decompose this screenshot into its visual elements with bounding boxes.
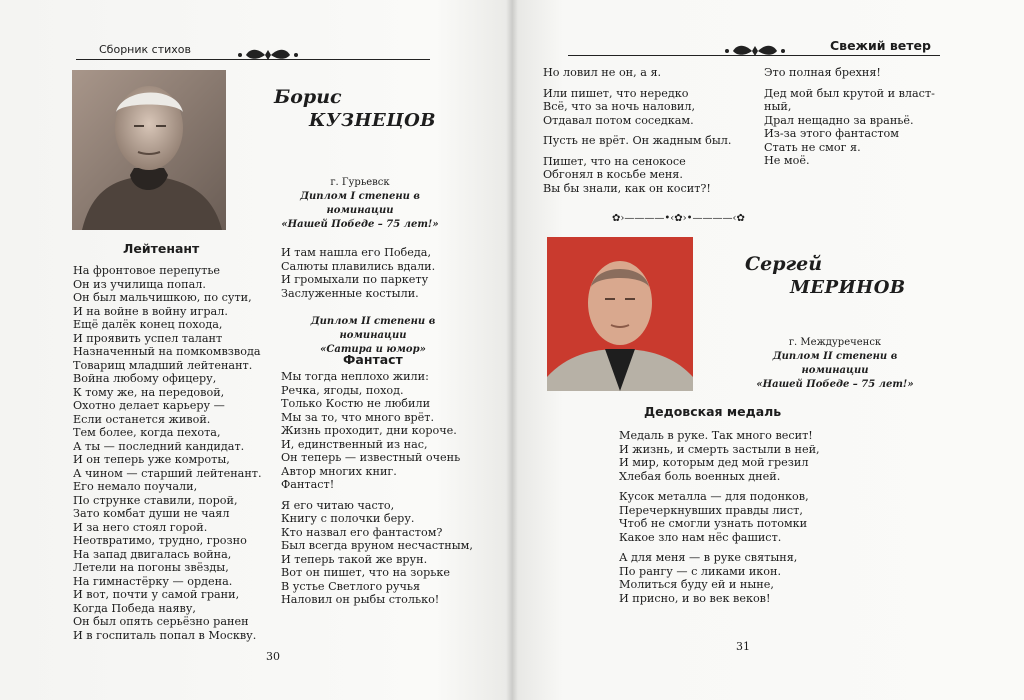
right-page — [512, 0, 1024, 700]
poem-line: Автор многих книг. — [281, 464, 397, 478]
poem-line: Он был опять серьёзно ранен — [73, 615, 249, 628]
poem-line: А для меня — в руке святыня, — [619, 551, 798, 564]
section-divider: ✿›————•‹✿›•————‹✿ — [612, 213, 745, 224]
poem-line: По струнке ставили, порой, — [73, 493, 238, 507]
poem-line: И, единственный из нас, — [281, 437, 428, 451]
award-line: Диплом II степени в номинации — [772, 351, 898, 376]
poem-line: Летели на погоны звёзды, — [73, 561, 229, 574]
poem-line: Был всегда вруном несчастным, — [281, 539, 473, 552]
poem-line: Он из училища попал. — [73, 277, 206, 291]
poem-line: И вот, почти у самой грани, — [73, 588, 240, 601]
poem-line: И проявить успел талант — [73, 331, 223, 345]
poem-line: Обгонял в косьбе меня. — [543, 168, 683, 181]
poem-line: Из-за этого фантастом — [764, 127, 899, 140]
header-ornament — [723, 43, 787, 59]
poem-text — [543, 66, 731, 195]
poem-title: Дедовская медаль — [644, 404, 782, 419]
poem-line: К тому же, на передовой, — [73, 385, 225, 399]
poem-line: Стать не смог я. — [764, 140, 861, 154]
header-ornament — [236, 47, 300, 63]
poem-line: Салюты плавились вдали. — [281, 259, 436, 273]
poem-line: Зато комбат души не чаял — [73, 507, 230, 520]
award-line: Диплом II степени в номинации — [310, 316, 436, 341]
poem-line: Мы за то, что много врёт. — [281, 410, 435, 424]
poem-line: И за него стоял горой. — [73, 520, 208, 534]
poem-line: Заслуженные костыли. — [281, 286, 419, 300]
poem-line: На запад двигалась война, — [73, 547, 232, 561]
poem-text — [281, 246, 435, 300]
poem-line: Тем более, когда пехота, — [73, 426, 221, 439]
poem-line: Я его читаю часто, — [281, 498, 395, 512]
poem-line: Фантаст! — [281, 478, 335, 491]
poem-title: Лейтенант — [123, 241, 200, 256]
author-photo-merinov — [547, 237, 693, 391]
poem-line: И жизнь, и смерть застыли в ней, — [619, 442, 820, 456]
poem-title: Фантаст — [343, 352, 403, 367]
poem-line: Он теперь — известный очень — [281, 451, 461, 464]
poem-line: По рангу — с ликами икон. — [619, 564, 782, 578]
poem-line: Это полная брехня! — [764, 66, 881, 79]
author-last-name: МЕРИНОВ — [790, 277, 906, 298]
poem-line: И присно, и во век веков! — [619, 591, 771, 605]
poem-line: Но ловил не он, а я. — [543, 66, 662, 79]
poem-line: Отдавал потом соседкам. — [543, 113, 694, 127]
poem-line: Вы бы знали, как он косит?! — [543, 181, 711, 195]
poem-line: В устье Светлого ручья — [281, 579, 421, 593]
poem-line: Или пишет, что нередко — [543, 86, 689, 100]
author-last-name: КУЗНЕЦОВ — [309, 110, 436, 131]
poem-line: Наловил он рыбы столько! — [281, 593, 440, 606]
poem-line: И там нашла его Победа, — [281, 246, 432, 259]
poem-line: На фронтовое перепутье — [73, 264, 221, 277]
poem-line: Чтоб не смогли узнать потомки — [619, 517, 808, 530]
author-city: г. Гурьевск — [330, 177, 390, 188]
poem-line: Кто назвал его фантастом? — [281, 525, 443, 539]
book-gutter — [506, 0, 518, 700]
author-photo-kuznetsov — [72, 70, 226, 230]
author-first-name: Сергей — [745, 253, 823, 275]
poem-line: Жизнь проходит, дни короче. — [281, 424, 457, 437]
poem-line: И мир, которым дед мой грезил — [619, 456, 809, 469]
poem-line: Пусть не врёт. Он жадным был. — [543, 134, 732, 147]
poem-line: Хлебая боль военных дней. — [619, 469, 781, 483]
poem-line: А чином — старший лейтенант. — [73, 466, 262, 480]
poem-line: Речка, ягоды, поход. — [281, 383, 404, 397]
poem-line: Если останется живой. — [73, 412, 211, 426]
award-line: Диплом I степени в номинации — [300, 191, 420, 216]
poem-line: Перечеркнувших правды лист, — [619, 503, 803, 517]
award-line: «Сатира и юмор» — [320, 344, 426, 355]
poem-line: И громыхали по паркету — [281, 273, 429, 286]
poem-line: Когда Победа наяву, — [73, 601, 196, 615]
poem-line: Молиться буду ей и ныне, — [619, 578, 774, 591]
poem-text — [764, 66, 935, 168]
poem-line: И в госпиталь попал в Москву. — [73, 628, 257, 642]
poem-line: Назначенный на помкомвзвода — [73, 345, 261, 358]
running-head: Сборник стихов — [99, 43, 191, 56]
poem-line: Его немало поучали, — [73, 480, 198, 493]
poem-line: Медаль в руке. Так много весит! — [619, 429, 813, 442]
poem-line: Товарищ младший лейтенант. — [73, 358, 253, 372]
poem-text — [619, 429, 820, 605]
page-number: 30 — [266, 650, 280, 663]
poem-line: И на войне в войну играл. — [73, 304, 228, 318]
poem-line: На гимнастёрку — ордена. — [73, 574, 233, 588]
poem-line: Ещё далёк конец похода, — [73, 318, 223, 331]
poem-line: Не моё. — [764, 154, 810, 167]
page-number: 31 — [736, 640, 750, 653]
award-line: «Нашей Победе – 75 лет!» — [756, 379, 914, 390]
poem-line: Вот он пишет, что на зорьке — [281, 566, 450, 579]
poem-line: Неотвратимо, трудно, грозно — [73, 534, 247, 547]
poem-text — [73, 264, 262, 642]
poem-line: Дед мой был крутой и власт- — [764, 86, 935, 100]
poem-line: Всё, что за ночь наловил, — [543, 100, 696, 113]
poem-line: И теперь такой же врун. — [281, 552, 428, 566]
header-rule — [568, 55, 940, 56]
poem-line: Какое зло нам нёс фашист. — [619, 530, 782, 544]
poem-line: Только Костю не любили — [281, 397, 431, 410]
poem-line: А ты — последний кандидат. — [73, 439, 245, 453]
running-head: Свежий ветер — [830, 38, 931, 53]
poem-line: Пишет, что на сенокосе — [543, 154, 686, 168]
poem-line: Книгу с полочки беру. — [281, 512, 415, 525]
poem-line: Кусок металла — для подонков, — [619, 490, 809, 503]
poem-line: Война любому офицеру, — [73, 372, 217, 385]
award-line: «Нашей Победе – 75 лет!» — [281, 219, 439, 230]
author-city: г. Междуреченск — [788, 337, 882, 348]
poem-line: Мы тогда неплохо жили: — [281, 370, 429, 383]
poem-line: И он теперь уже комроты, — [73, 453, 230, 466]
poem-text — [281, 370, 473, 607]
poem-line: Охотно делает карьеру — — [73, 399, 225, 412]
poem-line: ный, — [764, 100, 792, 113]
poem-line: Он был мальчишкою, по сути, — [73, 291, 252, 304]
author-first-name: Борис — [274, 86, 342, 108]
poem-line: Драл нещадно за враньё. — [764, 113, 914, 127]
